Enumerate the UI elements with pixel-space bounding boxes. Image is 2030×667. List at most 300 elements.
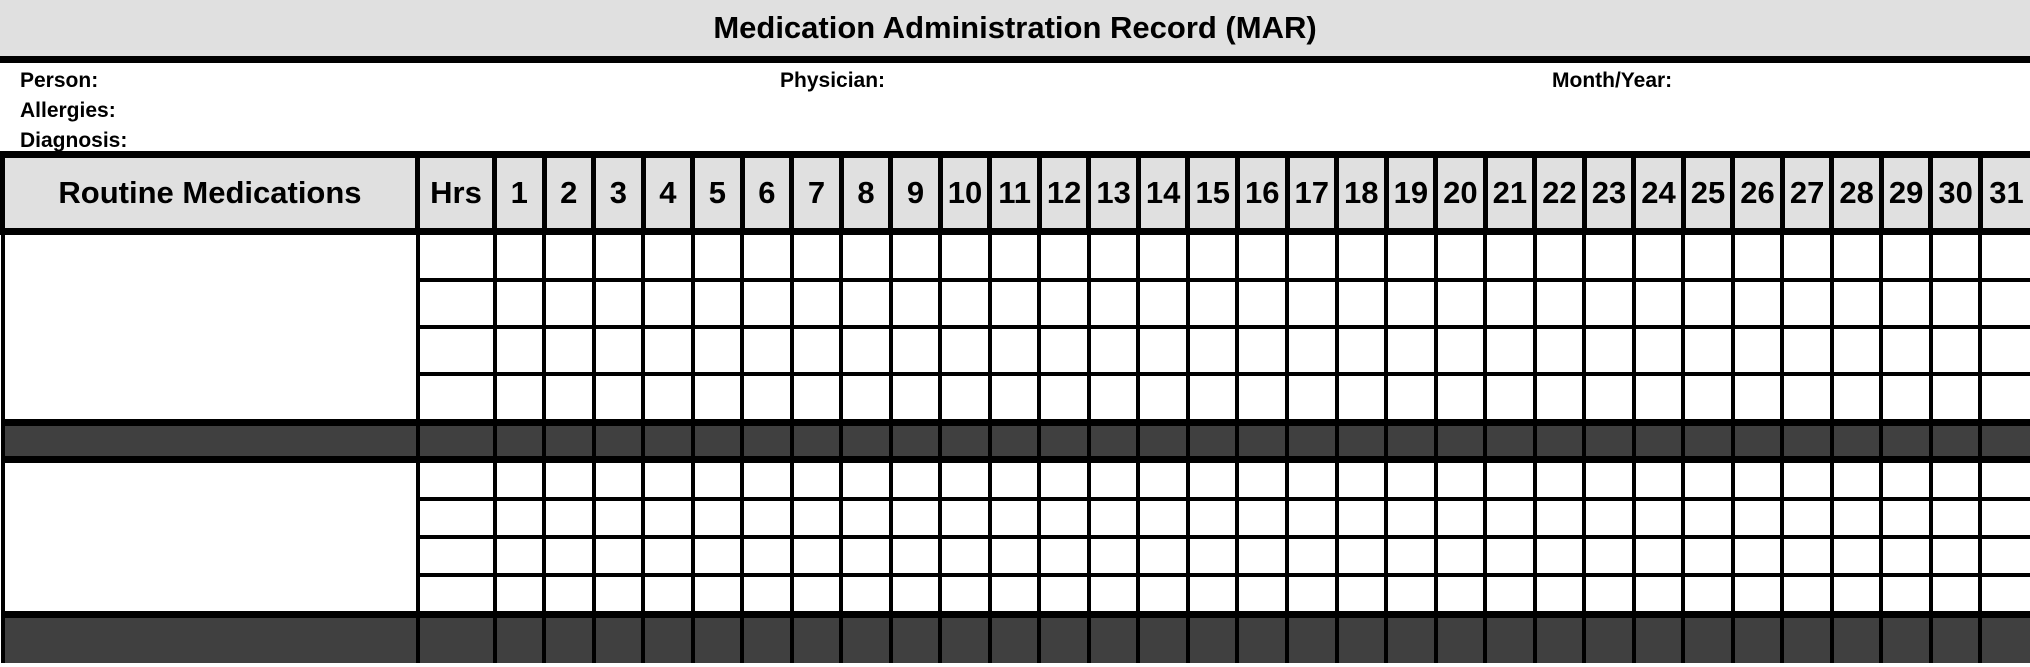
day-20-cell[interactable] (1436, 537, 1486, 575)
day-30-cell[interactable] (1931, 374, 1981, 423)
day-header-3: 3 (594, 158, 644, 232)
day-26-cell[interactable] (1733, 374, 1783, 423)
day-11-cell[interactable] (990, 499, 1040, 537)
day-13-cell[interactable] (1089, 232, 1139, 281)
day-12-cell[interactable] (1039, 537, 1089, 575)
medication-name-cell[interactable] (3, 460, 418, 615)
hrs-cell[interactable] (418, 232, 495, 281)
day-10-cell[interactable] (940, 575, 990, 615)
day-31-cell[interactable] (1980, 280, 2030, 327)
day-header-6: 6 (742, 158, 792, 232)
day-13-cell[interactable] (1089, 537, 1139, 575)
day-2-cell[interactable] (544, 280, 594, 327)
separator-day-cell (940, 423, 990, 460)
day-20-cell[interactable] (1436, 232, 1486, 281)
day-6-cell[interactable] (742, 374, 792, 423)
day-26-cell[interactable] (1733, 575, 1783, 615)
hrs-cell[interactable] (418, 575, 495, 615)
day-6-cell[interactable] (742, 575, 792, 615)
day-header-22: 22 (1535, 158, 1585, 232)
separator-day-cell (1535, 615, 1585, 664)
separator-day-cell (1782, 423, 1832, 460)
separator-day-cell (643, 423, 693, 460)
separator-day-cell (1188, 423, 1238, 460)
separator-day-cell (1931, 615, 1981, 664)
separator-day-cell (1138, 423, 1188, 460)
day-6-cell[interactable] (742, 232, 792, 281)
day-27-cell[interactable] (1782, 280, 1832, 327)
day-9-cell[interactable] (891, 232, 941, 281)
day-7-cell[interactable] (792, 232, 842, 281)
day-6-cell[interactable] (742, 280, 792, 327)
day-3-cell[interactable] (594, 499, 644, 537)
day-9-cell[interactable] (891, 575, 941, 615)
day-header-18: 18 (1337, 158, 1387, 232)
separator-hrs-cell (418, 423, 495, 460)
day-17-cell[interactable] (1287, 537, 1337, 575)
day-23-cell[interactable] (1584, 374, 1634, 423)
day-4-cell[interactable] (643, 327, 693, 374)
separator-day-cell (1287, 423, 1337, 460)
day-13-cell[interactable] (1089, 374, 1139, 423)
day-12-cell[interactable] (1039, 374, 1089, 423)
day-18-cell[interactable] (1337, 232, 1387, 281)
day-22-cell[interactable] (1535, 327, 1585, 374)
day-10-cell[interactable] (940, 232, 990, 281)
day-27-cell[interactable] (1782, 575, 1832, 615)
day-20-cell[interactable] (1436, 280, 1486, 327)
day-14-cell[interactable] (1138, 232, 1188, 281)
hrs-cell[interactable] (418, 499, 495, 537)
day-24-cell[interactable] (1634, 499, 1684, 537)
day-23-cell[interactable] (1584, 232, 1634, 281)
separator-day-cell (693, 423, 743, 460)
day-25-cell[interactable] (1683, 374, 1733, 423)
day-23-cell[interactable] (1584, 327, 1634, 374)
day-12-cell[interactable] (1039, 460, 1089, 500)
day-17-cell[interactable] (1287, 327, 1337, 374)
day-13-cell[interactable] (1089, 327, 1139, 374)
day-27-cell[interactable] (1782, 460, 1832, 500)
day-6-cell[interactable] (742, 499, 792, 537)
day-23-cell[interactable] (1584, 499, 1634, 537)
day-30-cell[interactable] (1931, 327, 1981, 374)
day-12-cell[interactable] (1039, 499, 1089, 537)
day-5-cell[interactable] (693, 374, 743, 423)
day-7-cell[interactable] (792, 374, 842, 423)
day-2-cell[interactable] (544, 537, 594, 575)
day-9-cell[interactable] (891, 499, 941, 537)
day-14-cell[interactable] (1138, 280, 1188, 327)
day-28-cell[interactable] (1832, 537, 1882, 575)
day-header-17: 17 (1287, 158, 1337, 232)
day-24-cell[interactable] (1634, 537, 1684, 575)
day-2-cell[interactable] (544, 499, 594, 537)
day-6-cell[interactable] (742, 537, 792, 575)
day-3-cell[interactable] (594, 537, 644, 575)
day-8-cell[interactable] (841, 374, 891, 423)
hrs-cell[interactable] (418, 374, 495, 423)
day-31-cell[interactable] (1980, 327, 2030, 374)
day-26-cell[interactable] (1733, 327, 1783, 374)
day-24-cell[interactable] (1634, 575, 1684, 615)
physician-label: Physician: (780, 69, 886, 92)
day-header-1: 1 (495, 158, 545, 232)
day-21-cell[interactable] (1485, 327, 1535, 374)
day-17-cell[interactable] (1287, 575, 1337, 615)
day-5-cell[interactable] (693, 327, 743, 374)
day-10-cell[interactable] (940, 374, 990, 423)
day-31-cell[interactable] (1980, 575, 2030, 615)
day-31-cell[interactable] (1980, 537, 2030, 575)
day-2-cell[interactable] (544, 327, 594, 374)
day-header-29: 29 (1881, 158, 1931, 232)
day-20-cell[interactable] (1436, 374, 1486, 423)
day-25-cell[interactable] (1683, 327, 1733, 374)
separator-day-cell (1337, 423, 1387, 460)
day-27-cell[interactable] (1782, 499, 1832, 537)
day-11-cell[interactable] (990, 575, 1040, 615)
day-1-cell[interactable] (495, 327, 545, 374)
separator-band (3, 615, 2030, 664)
day-25-cell[interactable] (1683, 280, 1733, 327)
day-1-cell[interactable] (495, 232, 545, 281)
day-29-cell[interactable] (1881, 280, 1931, 327)
day-26-cell[interactable] (1733, 460, 1783, 500)
day-13-cell[interactable] (1089, 280, 1139, 327)
day-7-cell[interactable] (792, 575, 842, 615)
day-21-cell[interactable] (1485, 537, 1535, 575)
separator-day-cell (1980, 615, 2030, 664)
day-header-30: 30 (1931, 158, 1981, 232)
day-13-cell[interactable] (1089, 460, 1139, 500)
day-4-cell[interactable] (643, 499, 693, 537)
day-3-cell[interactable] (594, 280, 644, 327)
day-11-cell[interactable] (990, 327, 1040, 374)
day-22-cell[interactable] (1535, 374, 1585, 423)
day-16-cell[interactable] (1237, 232, 1287, 281)
hrs-cell[interactable] (418, 460, 495, 500)
day-28-cell[interactable] (1832, 280, 1882, 327)
day-11-cell[interactable] (990, 460, 1040, 500)
day-16-cell[interactable] (1237, 280, 1287, 327)
day-20-cell[interactable] (1436, 327, 1486, 374)
day-19-cell[interactable] (1386, 280, 1436, 327)
day-4-cell[interactable] (643, 232, 693, 281)
day-15-cell[interactable] (1188, 327, 1238, 374)
day-26-cell[interactable] (1733, 499, 1783, 537)
day-31-cell[interactable] (1980, 460, 2030, 500)
day-10-cell[interactable] (940, 327, 990, 374)
day-3-cell[interactable] (594, 232, 644, 281)
day-26-cell[interactable] (1733, 232, 1783, 281)
day-7-cell[interactable] (792, 460, 842, 500)
separator-day-cell (742, 615, 792, 664)
day-29-cell[interactable] (1881, 460, 1931, 500)
hrs-cell[interactable] (418, 327, 495, 374)
day-1-cell[interactable] (495, 374, 545, 423)
day-17-cell[interactable] (1287, 232, 1337, 281)
day-9-cell[interactable] (891, 327, 941, 374)
day-21-cell[interactable] (1485, 232, 1535, 281)
day-19-cell[interactable] (1386, 537, 1436, 575)
day-24-cell[interactable] (1634, 280, 1684, 327)
day-30-cell[interactable] (1931, 232, 1981, 281)
day-5-cell[interactable] (693, 232, 743, 281)
day-19-cell[interactable] (1386, 374, 1436, 423)
day-5-cell[interactable] (693, 575, 743, 615)
day-1-cell[interactable] (495, 499, 545, 537)
day-22-cell[interactable] (1535, 460, 1585, 500)
day-20-cell[interactable] (1436, 575, 1486, 615)
separator-day-cell (1881, 615, 1931, 664)
day-30-cell[interactable] (1931, 499, 1981, 537)
day-25-cell[interactable] (1683, 537, 1733, 575)
day-8-cell[interactable] (841, 499, 891, 537)
day-11-cell[interactable] (990, 232, 1040, 281)
day-7-cell[interactable] (792, 537, 842, 575)
day-18-cell[interactable] (1337, 280, 1387, 327)
day-2-cell[interactable] (544, 460, 594, 500)
separator-day-cell (1436, 423, 1486, 460)
day-2-cell[interactable] (544, 232, 594, 281)
day-21-cell[interactable] (1485, 280, 1535, 327)
day-16-cell[interactable] (1237, 460, 1287, 500)
day-5-cell[interactable] (693, 537, 743, 575)
day-12-cell[interactable] (1039, 575, 1089, 615)
day-14-cell[interactable] (1138, 537, 1188, 575)
day-28-cell[interactable] (1832, 327, 1882, 374)
day-17-cell[interactable] (1287, 499, 1337, 537)
day-23-cell[interactable] (1584, 460, 1634, 500)
day-19-cell[interactable] (1386, 232, 1436, 281)
day-22-cell[interactable] (1535, 499, 1585, 537)
day-31-cell[interactable] (1980, 232, 2030, 281)
day-1-cell[interactable] (495, 537, 545, 575)
day-15-cell[interactable] (1188, 499, 1238, 537)
day-29-cell[interactable] (1881, 374, 1931, 423)
day-1-cell[interactable] (495, 280, 545, 327)
day-28-cell[interactable] (1832, 499, 1882, 537)
day-10-cell[interactable] (940, 280, 990, 327)
day-12-cell[interactable] (1039, 327, 1089, 374)
day-6-cell[interactable] (742, 460, 792, 500)
separator-day-cell (940, 615, 990, 664)
separator-day-cell (792, 423, 842, 460)
day-10-cell[interactable] (940, 499, 990, 537)
day-13-cell[interactable] (1089, 575, 1139, 615)
day-10-cell[interactable] (940, 537, 990, 575)
day-21-cell[interactable] (1485, 575, 1535, 615)
day-24-cell[interactable] (1634, 374, 1684, 423)
day-18-cell[interactable] (1337, 374, 1387, 423)
day-5-cell[interactable] (693, 499, 743, 537)
day-21-cell[interactable] (1485, 374, 1535, 423)
day-17-cell[interactable] (1287, 460, 1337, 500)
day-16-cell[interactable] (1237, 327, 1287, 374)
day-header-4: 4 (643, 158, 693, 232)
day-19-cell[interactable] (1386, 575, 1436, 615)
day-26-cell[interactable] (1733, 537, 1783, 575)
day-7-cell[interactable] (792, 280, 842, 327)
day-24-cell[interactable] (1634, 232, 1684, 281)
day-28-cell[interactable] (1832, 460, 1882, 500)
day-3-cell[interactable] (594, 575, 644, 615)
day-3-cell[interactable] (594, 327, 644, 374)
day-23-cell[interactable] (1584, 537, 1634, 575)
separator-day-cell (1237, 423, 1287, 460)
day-4-cell[interactable] (643, 280, 693, 327)
day-4-cell[interactable] (643, 575, 693, 615)
day-28-cell[interactable] (1832, 374, 1882, 423)
day-5-cell[interactable] (693, 280, 743, 327)
day-24-cell[interactable] (1634, 327, 1684, 374)
day-21-cell[interactable] (1485, 460, 1535, 500)
day-27-cell[interactable] (1782, 232, 1832, 281)
day-15-cell[interactable] (1188, 374, 1238, 423)
day-15-cell[interactable] (1188, 280, 1238, 327)
hrs-cell[interactable] (418, 280, 495, 327)
day-27-cell[interactable] (1782, 327, 1832, 374)
day-10-cell[interactable] (940, 460, 990, 500)
day-11-cell[interactable] (990, 374, 1040, 423)
medication-name-cell[interactable] (3, 232, 418, 423)
day-30-cell[interactable] (1931, 460, 1981, 500)
day-22-cell[interactable] (1535, 232, 1585, 281)
day-31-cell[interactable] (1980, 499, 2030, 537)
day-14-cell[interactable] (1138, 460, 1188, 500)
day-4-cell[interactable] (643, 537, 693, 575)
day-25-cell[interactable] (1683, 460, 1733, 500)
day-1-cell[interactable] (495, 575, 545, 615)
day-18-cell[interactable] (1337, 537, 1387, 575)
day-1-cell[interactable] (495, 460, 545, 500)
day-6-cell[interactable] (742, 327, 792, 374)
day-23-cell[interactable] (1584, 575, 1634, 615)
day-22-cell[interactable] (1535, 280, 1585, 327)
separator-day-cell (891, 423, 941, 460)
day-29-cell[interactable] (1881, 499, 1931, 537)
day-22-cell[interactable] (1535, 575, 1585, 615)
day-8-cell[interactable] (841, 280, 891, 327)
day-12-cell[interactable] (1039, 232, 1089, 281)
day-29-cell[interactable] (1881, 537, 1931, 575)
day-29-cell[interactable] (1881, 232, 1931, 281)
day-9-cell[interactable] (891, 280, 941, 327)
day-24-cell[interactable] (1634, 460, 1684, 500)
separator-day-cell (1733, 423, 1783, 460)
day-7-cell[interactable] (792, 327, 842, 374)
day-22-cell[interactable] (1535, 537, 1585, 575)
day-31-cell[interactable] (1980, 374, 2030, 423)
day-17-cell[interactable] (1287, 280, 1337, 327)
day-14-cell[interactable] (1138, 499, 1188, 537)
day-27-cell[interactable] (1782, 537, 1832, 575)
allergies-label: Allergies: (20, 99, 116, 122)
separator-day-cell (990, 615, 1040, 664)
day-14-cell[interactable] (1138, 374, 1188, 423)
separator-day-cell (1535, 423, 1585, 460)
separator-day-cell (1337, 615, 1387, 664)
day-16-cell[interactable] (1237, 374, 1287, 423)
day-12-cell[interactable] (1039, 280, 1089, 327)
grid-header-row (3, 158, 2030, 232)
hrs-header: Hrs (418, 158, 495, 232)
day-26-cell[interactable] (1733, 280, 1783, 327)
day-15-cell[interactable] (1188, 575, 1238, 615)
day-19-cell[interactable] (1386, 327, 1436, 374)
med-grid-row (3, 460, 2030, 500)
separator-day-cell (1881, 423, 1931, 460)
day-3-cell[interactable] (594, 374, 644, 423)
day-5-cell[interactable] (693, 460, 743, 500)
day-18-cell[interactable] (1337, 327, 1387, 374)
day-28-cell[interactable] (1832, 575, 1882, 615)
day-30-cell[interactable] (1931, 537, 1981, 575)
day-19-cell[interactable] (1386, 460, 1436, 500)
day-18-cell[interactable] (1337, 499, 1387, 537)
day-8-cell[interactable] (841, 232, 891, 281)
day-9-cell[interactable] (891, 537, 941, 575)
day-18-cell[interactable] (1337, 575, 1387, 615)
day-4-cell[interactable] (643, 460, 693, 500)
day-11-cell[interactable] (990, 280, 1040, 327)
day-8-cell[interactable] (841, 460, 891, 500)
day-8-cell[interactable] (841, 537, 891, 575)
day-14-cell[interactable] (1138, 327, 1188, 374)
day-16-cell[interactable] (1237, 537, 1287, 575)
day-9-cell[interactable] (891, 460, 941, 500)
day-4-cell[interactable] (643, 374, 693, 423)
day-20-cell[interactable] (1436, 499, 1486, 537)
day-28-cell[interactable] (1832, 232, 1882, 281)
day-13-cell[interactable] (1089, 499, 1139, 537)
separator-day-cell (1436, 615, 1486, 664)
day-15-cell[interactable] (1188, 460, 1238, 500)
day-20-cell[interactable] (1436, 460, 1486, 500)
day-15-cell[interactable] (1188, 537, 1238, 575)
day-2-cell[interactable] (544, 374, 594, 423)
day-header-24: 24 (1634, 158, 1684, 232)
day-30-cell[interactable] (1931, 575, 1981, 615)
day-16-cell[interactable] (1237, 575, 1287, 615)
day-29-cell[interactable] (1881, 575, 1931, 615)
day-9-cell[interactable] (891, 374, 941, 423)
day-14-cell[interactable] (1138, 575, 1188, 615)
day-16-cell[interactable] (1237, 499, 1287, 537)
day-7-cell[interactable] (792, 499, 842, 537)
day-8-cell[interactable] (841, 575, 891, 615)
day-18-cell[interactable] (1337, 460, 1387, 500)
day-25-cell[interactable] (1683, 232, 1733, 281)
hrs-cell[interactable] (418, 537, 495, 575)
day-2-cell[interactable] (544, 575, 594, 615)
day-30-cell[interactable] (1931, 280, 1981, 327)
day-23-cell[interactable] (1584, 280, 1634, 327)
day-3-cell[interactable] (594, 460, 644, 500)
day-8-cell[interactable] (841, 327, 891, 374)
separator-day-cell (594, 615, 644, 664)
day-19-cell[interactable] (1386, 499, 1436, 537)
day-21-cell[interactable] (1485, 499, 1535, 537)
day-29-cell[interactable] (1881, 327, 1931, 374)
day-15-cell[interactable] (1188, 232, 1238, 281)
day-11-cell[interactable] (990, 537, 1040, 575)
day-27-cell[interactable] (1782, 374, 1832, 423)
day-25-cell[interactable] (1683, 575, 1733, 615)
day-17-cell[interactable] (1287, 374, 1337, 423)
day-25-cell[interactable] (1683, 499, 1733, 537)
